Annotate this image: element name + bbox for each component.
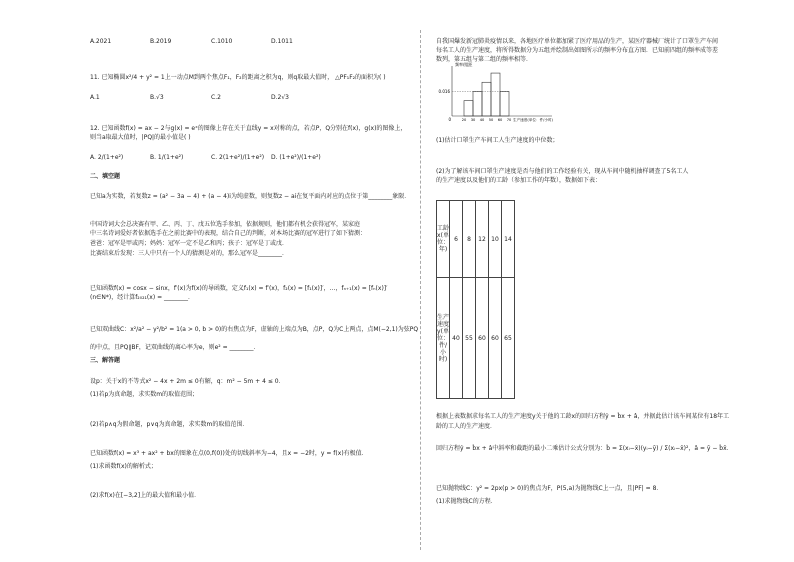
question-18: 已知函数f(x) = x³ + ax² + bx的图象在点(0,f(0))处的切线斜率为−4，且x = −2时，y = f(x)有极值．	[90, 450, 368, 457]
question-18-part1: (1)求函数f(x)的解析式；	[90, 463, 157, 470]
histogram-bar	[473, 91, 482, 116]
question-19-part1: (1)估计口罩生产车间工人生产速度的中位数；	[436, 137, 559, 144]
table-row	[437, 278, 515, 399]
question-14-line1: 中国诗词大会总决赛有甲、乙、丙、丁、戊五位选手参加，依据规则，他们都有机会获得冠军，某家庭	[90, 221, 361, 228]
frequency-histogram	[430, 62, 560, 132]
question-14-line3: 爸爸：冠军是甲或丙；妈妈：冠军一定不是乙和丙；孩子：冠军是丁或戊．	[90, 240, 289, 247]
q12-choice-c: C. 2(1+e²)/(1+e²)	[211, 154, 265, 161]
q11-choice-d: D.2√3	[271, 94, 289, 101]
table-cell: 10	[489, 201, 502, 278]
question-19-line1: 自我国爆发新冠肺炎疫情以来，各地医疗单位都加紧了医疗用品的生产，某医疗器械厂统计了口罩生产车间	[436, 38, 719, 45]
question-13: 已知a为实数，若复数z = (a² − 3a − 4) + (a − 4)i为纯虚数，则复数z − ai在复平面内对应的点位于第________象限．	[90, 193, 411, 200]
x-tick-label: 50	[488, 118, 494, 122]
section-answers: 三、解答题	[90, 357, 121, 364]
q11-choice-a: A.1	[90, 94, 100, 101]
regression-question-line2: 龄的工人的生产速度．	[436, 423, 497, 430]
question-16-line1: 已知双曲线C：x²/a² − y²/b² = 1(a > 0, b > 0)的右焦点为F，虚轴的上端点为B，点P，Q为C上两点，点M(−2,1)为弦PQ	[90, 326, 419, 333]
x-tick-label: 60	[497, 118, 503, 122]
q12-choice-d: D. (1+e²)/(1+e²)	[271, 154, 321, 161]
column-divider	[420, 30, 421, 550]
histogram-bar	[464, 101, 473, 116]
table-row	[437, 201, 515, 278]
question-19-line3: 数列，第五组与第二组的频率相等．	[436, 56, 533, 63]
data-table	[436, 200, 515, 399]
question-14-line2: 中三名诗词爱好者依据选手在之前比赛中的表现，结合自己的判断，对本场比赛的冠军进行了如下猜测：	[90, 230, 367, 237]
question-17-part1: (1)若p为真命题，求实数m的取值范围；	[90, 391, 199, 398]
question-19-line2: 每名工人的生产速度，将所得数据分为五组并绘制出如图所示的频率分布直方图．已知前四组的频率成等差	[436, 47, 719, 54]
question-17-part2: (2)若p∧q为假命题，p∨q为真命题，求实数m的取值范围．	[90, 421, 249, 428]
table-cell: 60	[489, 278, 502, 399]
q11-choice-b: B.√3	[150, 94, 164, 101]
section-fill-blank: 二、填空题	[90, 173, 121, 180]
q11-choice-c: C.2	[211, 94, 221, 101]
question-20-part1: (1)求抛物线C的方程．	[436, 498, 497, 505]
question-19-part2-line1: (2)为了解该车间口罩生产速度是否与他们的工作经验有关，现从车间中随机抽样调查了5名工人	[436, 168, 689, 175]
table-cell: 40	[450, 278, 463, 399]
q12-choice-b: B. 1/(1+e²)	[150, 154, 184, 161]
q12-choice-a: A. 2/(1+e²)	[90, 154, 124, 161]
choice-b: B.2019	[150, 38, 172, 45]
choice-a: A.2021	[90, 38, 112, 45]
row-header-experience: 工龄x(单位：年)	[437, 201, 450, 278]
question-18-part2: (2)求f(x)在[−3,2]上的最大值和最小值．	[90, 492, 201, 499]
question-15-line2: (n∈N*)，经计算f₂₀₂₁(x) = ________．	[90, 294, 195, 301]
question-19-part2-line2: 的生产速度以及他们的工龄（参加工作的年数），数据如下表：	[436, 177, 602, 184]
question-17: 设p：关于x的不等式x² − 4x + 2m ≤ 0有解，q：m² − 5m + 4 ≤ 0．	[90, 378, 285, 385]
x-tick-label: 30	[470, 118, 476, 122]
y-axis-label: 频率/组距	[455, 62, 473, 67]
x-tick-label: 40	[479, 118, 485, 122]
histogram-bar	[482, 82, 491, 116]
question-12-line1: 12. 已知函数f(x) = ax − 2与g(x) = eˣ的图像上存在关于直线y = x对称的点，若点P，Q分别在f(x)，g(x)的图像上，	[90, 125, 407, 132]
x-tick-label: 70	[506, 118, 512, 122]
table-cell: 60	[476, 278, 489, 399]
x-axis-label: 生产速度(单位：件/小时)	[513, 118, 553, 122]
x-tick-label: 20	[461, 118, 467, 122]
question-15-line1: 已知函数f(x) = cosx − sinx，f′(x)为f(x)的导函数，定义f₁(x) = f′(x)，f₂(x) = [f₁(x)]′，…，fₙ₊₁(x) = [fₙ(x)]′	[90, 285, 388, 292]
y-tick-label: 0.016	[438, 88, 450, 94]
table-cell: 8	[463, 201, 476, 278]
choice-d: D.1011	[271, 38, 293, 45]
table-cell: 65	[502, 278, 515, 399]
regression-question-line1: 根据上表数据求每名工人的生产速度y关于他的工龄x的回归方程ŷ = b̂x + â，并据此估计该车间某位有18年工	[436, 413, 730, 420]
question-16-line2: 的中点，且PQ∥BF，记双曲线的离心率为e，则e² = ________．	[90, 344, 260, 351]
histogram-bar	[491, 73, 500, 116]
question-11: 11. 已知椭圆x²/4 + y² = 1上一动点M到两个焦点F₁，F₂的距离之积为q，则q取最大值时， △PF₁F₂的面积为( )	[90, 74, 386, 81]
table-cell: 14	[502, 201, 515, 278]
table-cell: 6	[450, 201, 463, 278]
regression-formula: 回归方程ŷ = b̂x + â中斜率和截距的最小二乘估计公式分别为：b̂ = Σ(xᵢ−x̄)(yᵢ−ȳ) / Σ(xᵢ−x̄)²，â = ȳ − b̂x̄．	[436, 445, 733, 452]
row-header-speed: 生产速度y(单位：件/小时)	[437, 278, 450, 399]
question-20: 已知抛物线C：y² = 2px(p > 0)的焦点为F，P(5,a)为抛物线C上一点，且|PF| = 8．	[436, 485, 663, 492]
table-cell: 12	[476, 201, 489, 278]
question-14-line4: 比赛结束后发现：三人中只有一个人的猜测是对的，那么冠军是________．	[90, 250, 289, 257]
table-cell: 55	[463, 278, 476, 399]
question-12-line2: 则当a取最大值时，|PQ|的最小值是( )	[90, 134, 191, 141]
histogram-bar	[500, 91, 509, 116]
x-tick-label: 0	[448, 117, 451, 122]
choice-c: C.1010	[211, 38, 233, 45]
